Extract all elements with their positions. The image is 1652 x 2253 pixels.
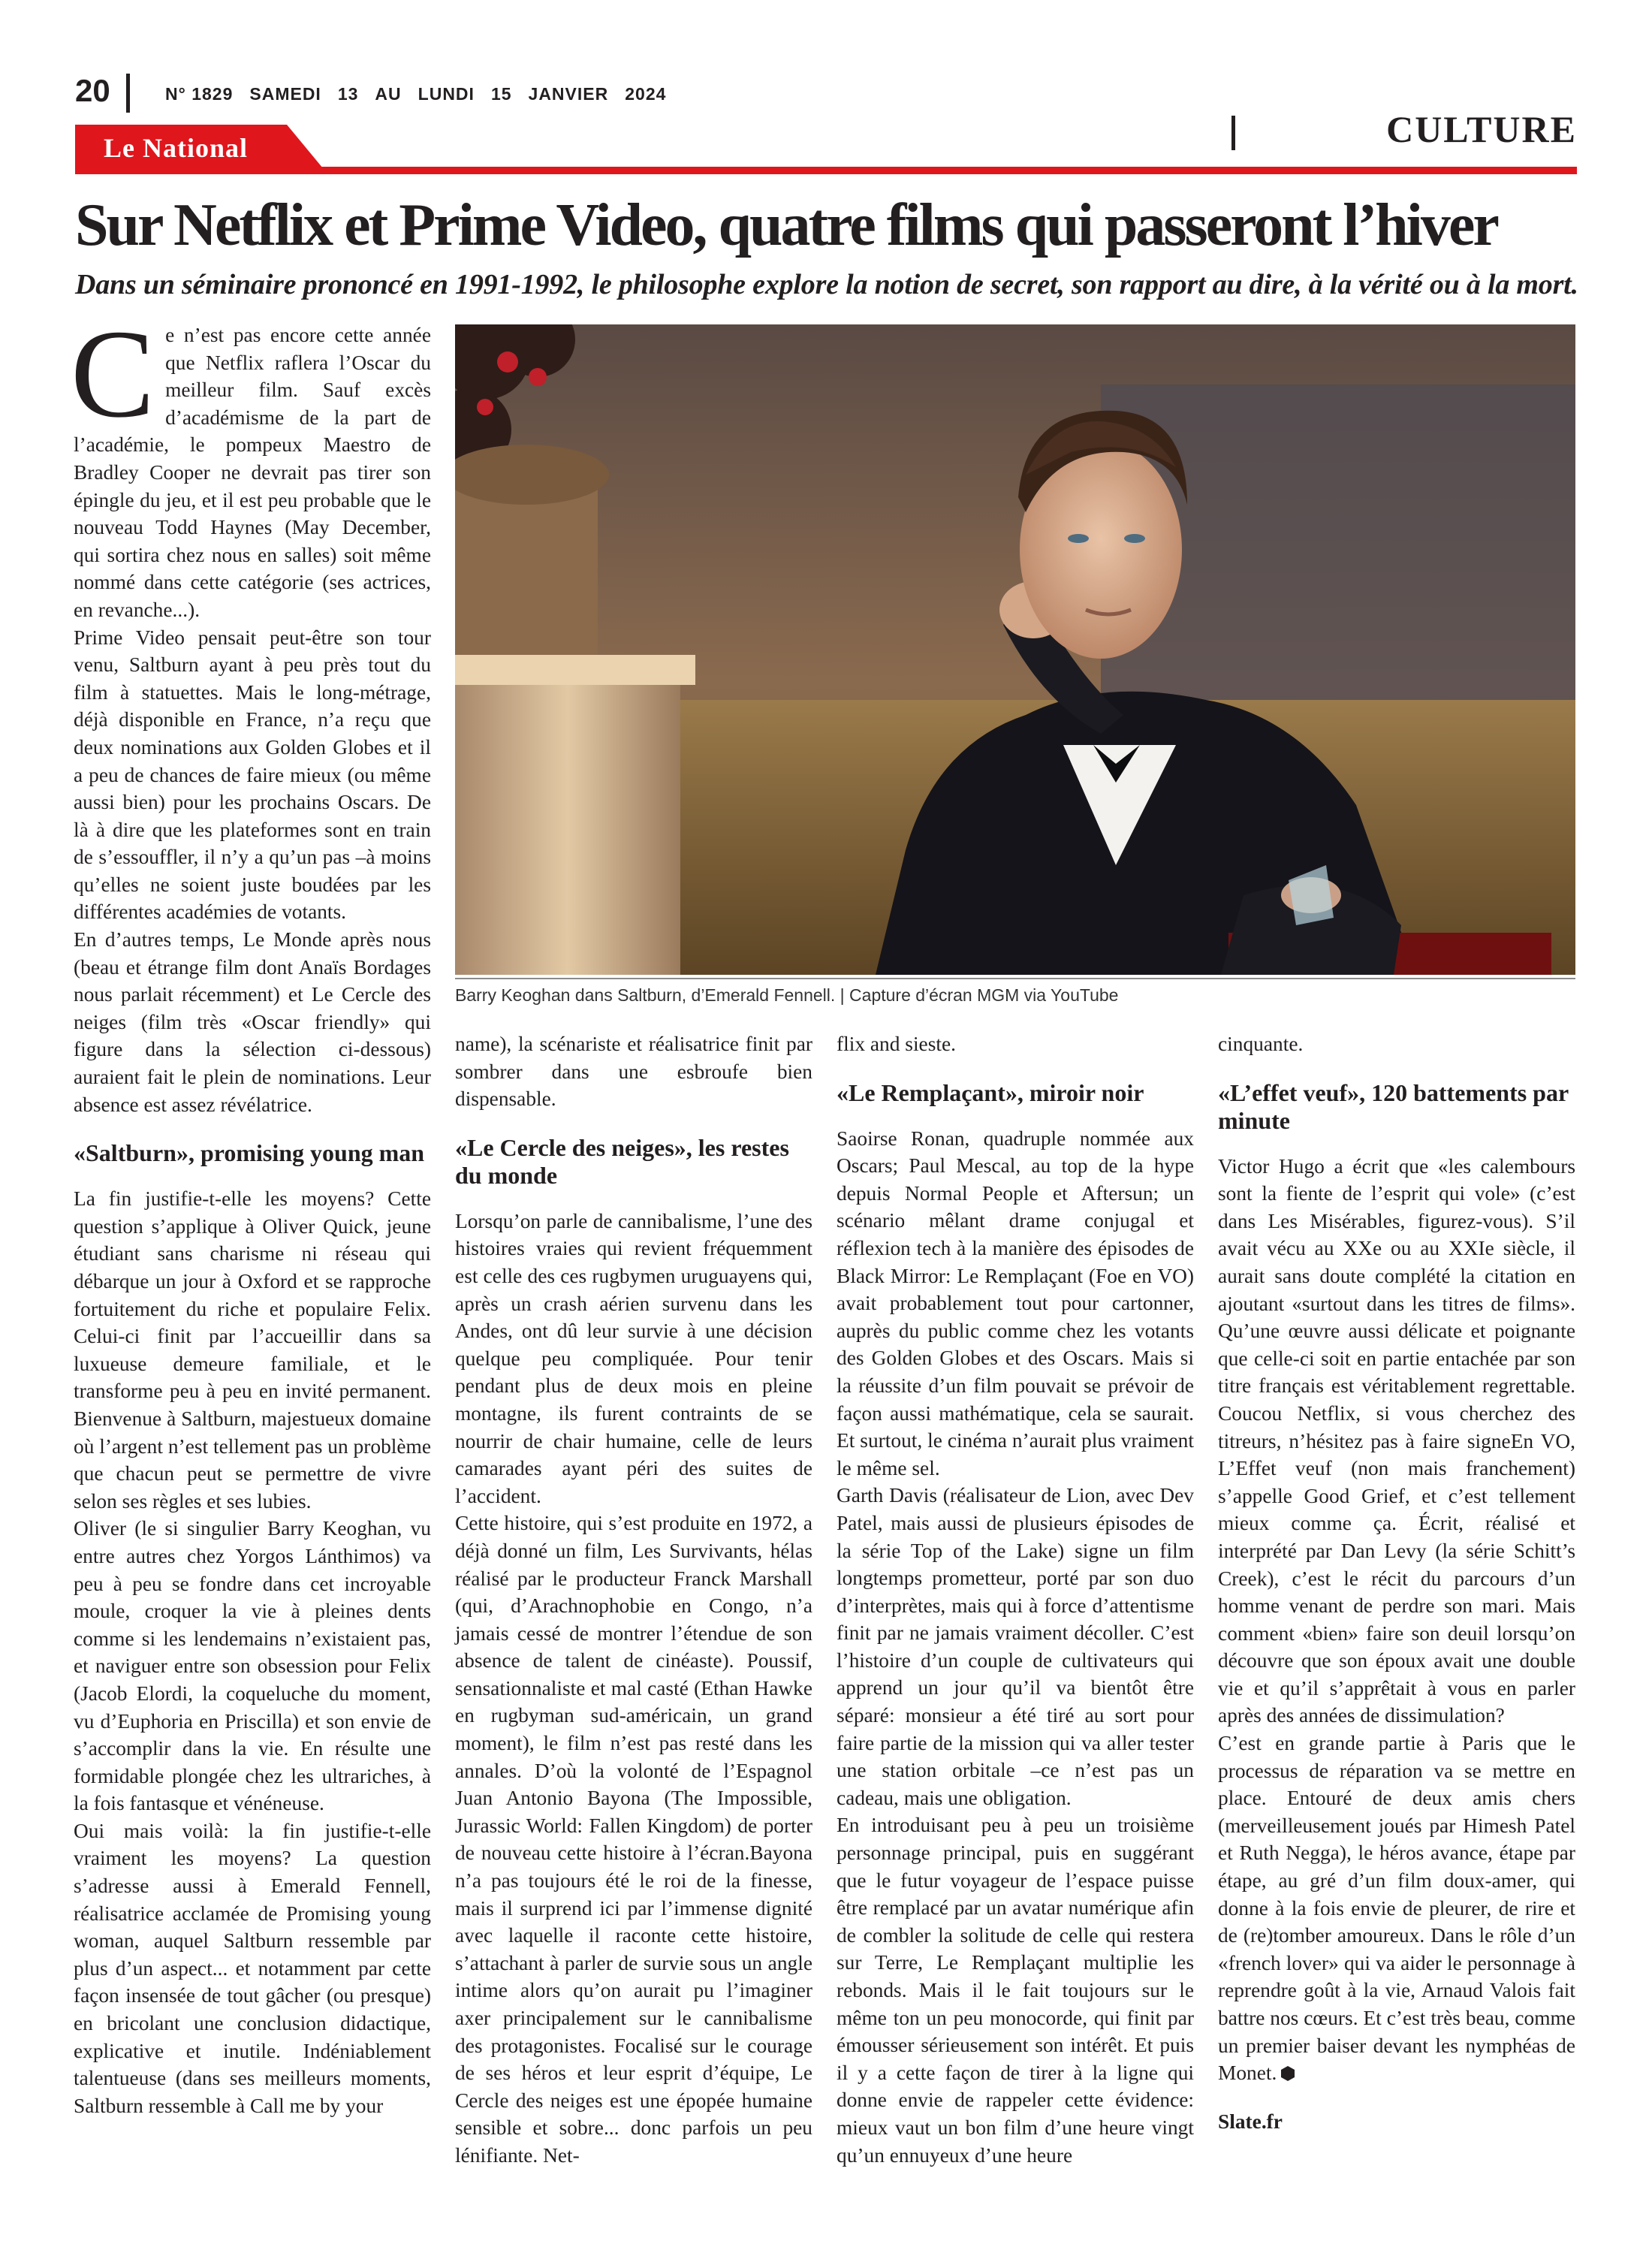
page-number: 20: [75, 73, 110, 108]
date-word: 13: [337, 84, 359, 104]
photo-caption: Barry Keoghan dans Saltburn, d’Emerald Fennell. | Capture d’écran MGM via YouTube: [455, 985, 1119, 1005]
article-column-1: [71, 304, 431, 2119]
issue-number: N° 1829: [165, 84, 234, 104]
spacer: [74, 1118, 431, 1139]
paragraph-text: e n’est pas encore cette année que Netflix raflera l’Oscar du meilleur film. Sauf excès d’académisme de la part de l’académie, le pompeux Maestro de Bradley Cooper ne devrait pas tirer son épingle du jeu, et il est peu probable que le nouveau Todd Haynes (May December, qui sortira chez nous en salles) soit même nommé dans cette catégorie (ses actrices, en revanche...).: [74, 324, 431, 621]
header-divider: [126, 74, 130, 113]
paragraph: En introduisant peu à peu un troisième personnage principal, puis en suggérant que le futur voyageur de l’espace puisse être remplacé par un avatar numérique afin de combler la solitude de celle qui restera sur Terre, Le Remplaçant multiplie les rebonds. Mais il le fait toujours sur le même ton un peu monocorde, qui finit par émousser sérieusement son intérêt. Et puis il y a cette façon de tirer à la ligne qui donne envie de rappeler cette évidence: mieux vaut un bon film d’une heure vingt qu’un ennuyeux d’une heure: [837, 1814, 1194, 2167]
spacer: [837, 1058, 1194, 1079]
section-divider: [1231, 116, 1235, 150]
paragraph: Cette histoire, qui s’est produite en 1972, a déjà donné un film, Les Survivants, hélas réalisé par le producteur Franck Marshall (qui, d’Arachnophobie en Congo, n’a jamais cessé de montrer l’étendue de son absence de talent de cinéaste). Poussif, sensationnaliste et mal casté (Ethan Hawke en rugbyman sud-américain, un grand moment), le film n’est pas resté dans les annales. D’où la volonté de l’Espagnol Juan Antonio Bayona (The Impossible, Jurassic World: Fallen Kingdom) de porter de nouveau cette histoire à l’écran.Bayona n’a pas toujours été le roi de la finesse, mais il surprend ici par l’immense dignité avec laquelle il raconte cette histoire, s’attachant à parler de survie sous un angle intime alors qu’on aurait pu l’imaginer axer principalement sur le cannibalisme des protagonistes. Focalisé sur le courage de ses héros et leur esprit d’équipe, Le Cercle des neiges est une épopée humaine sensible et sobre... donc parfois un peu lénifiante. Net-: [455, 1512, 812, 2167]
header-rule: [75, 167, 1577, 174]
spacer: [837, 1107, 1194, 1125]
issue-and-date: [165, 83, 683, 105]
photo-rule: [455, 978, 1575, 979]
paragraph: La fin justifie-t-elle les moyens? Cette question s’applique à Oliver Quick, jeune étudiant sans charisme ni réseau qui débarque un jour à Oxford et se rapproche fortuitement du riche et populaire Felix. Celui-ci finit par l’accueillir dans sa luxueuse demeure familiale, et le transforme peu à peu en invité permanent. Bienvenue à Saltburn, majestueux domaine où l’argent n’est tellement pas un problème que chacun peut se permettre de vivre selon ses règles et ses lubies.: [74, 1187, 431, 1513]
dropcap: C: [71, 304, 155, 444]
paragraph: Oliver (le si singulier Barry Keoghan, vu entre autres chez Yorgos Lánthimos) va peu à peu se fondre dans cet incroyable moule, croquer la vie à pleines dents comme si les lendemains n’existaient pas, et naviguer entre son obsession pour Felix (Jacob Elordi, la coqueluche du moment, vu d’Euphoria en Priscilla) et son envie de s’accomplir dans la vie. En résulte une formidable plongée chez les ultrariches, à la fois fantasque et vénéneuse.: [74, 1517, 431, 1815]
paragraph: Victor Hugo a écrit que «les calembours sont la fiente de l’esprit qui vole» (c’est dans Les Misérables, figurez-vous). S’il avait vécu au XXe ou au XXIe siècle, il aurait sans doute complété la citation en ajoutant «surtout dans les titres de films». Qu’une œuvre aussi délicate et poignante que celle-ci soit en partie entachée par son titre français est véritablement regrettable. Coucou Netflix, si vous cherchez des titreurs, n’hésitez pas à faire signeEn VO, L’Effet veuf (non mais franchement) s’appelle Good Grief, et c’est tellement mieux comme ça. Écrit, réalisé et interprété par Dan Levy (la série Schitt’s Creek), c’est le récit du parcours d’un homme venant de perdre son mari. Mais comment «bien» faire son deuil lorsqu’on découvre que son époux avait une double vie et qu’il s’apprêtait à vous en parler après des années de dissimulation?: [1218, 1154, 1575, 1727]
paragraph: Prime Video pensait peut-être son tour venu, Saltburn ayant à peu près tout du film à statuettes. Mais le long-métrage, déjà disponible en France, n’a reçu que deux nominations aux Golden Globes et il a peu de chances de faire mieux (ou même aussi bien) pour les prochains Oscars. De là à dire que les plateformes sont en train de s’essouffler, il n’y a qu’un pas –à moins qu’elles ne soient juste boudées par les différentes académies de votants.: [74, 626, 431, 924]
article-photo: [455, 324, 1575, 975]
subheading: «L’effet veuf», 120 battements par minute: [1218, 1078, 1569, 1134]
subheading: «Le Remplaçant», miroir noir: [837, 1078, 1144, 1106]
brand-name: Le National: [104, 133, 249, 163]
paragraph: Oui mais voilà: la fin justifie-t-elle vraiment les moyens? La question s’adresse aussi à Emerald Fennell, réalisatrice acclamée de Promising young woman, auquel Saltburn ressemble par plus d’un aspect... et notamment par cette façon insensée de tout gâcher (ou presque) en bricolant une conclusion didactique, explicative et inutile. Indéniablement talentueuse (dans ses meilleurs moments, Saltburn ressemble à Call me by your: [74, 1819, 431, 2117]
photo-illustration: [455, 324, 1575, 975]
article-column-3: [837, 1030, 1194, 2169]
date-word: AU: [375, 84, 402, 104]
section-name: CULTURE: [1386, 108, 1577, 150]
date-word: 15: [490, 84, 512, 104]
paragraph: Garth Davis (réalisateur de Lion, avec Dev Patel, mais aussi de plusieurs épisodes de la série Top of the Lake) signe un film longtemps prometteur, porté par son duo d’interprètes, mais qui à force d’attentisme finit par ne jamais vraiment décoller. C’est l’histoire d’un couple de cultivateurs qui apprend un jour qu’il va bientôt être séparé: monsieur a été tiré au sort pour faire partie de la mission qui va aller tester une station orbitale –ce n’est pas un cadeau, mais une obligation.: [837, 1484, 1194, 1809]
spacer: [74, 1167, 431, 1185]
headline: Sur Netflix et Prime Video, quatre films qui passeront l’hiver: [75, 192, 1497, 258]
paragraph: cinquante.: [1218, 1033, 1304, 1055]
spacer: [1218, 1058, 1575, 1079]
spacer: [1218, 2087, 1575, 2108]
article-source: Slate.fr: [1218, 2110, 1283, 2133]
spacer: [455, 1190, 812, 1208]
subheading: «Le Cercle des neiges», les restes du monde: [455, 1133, 789, 1189]
date-word: LUNDI: [418, 84, 475, 104]
article-column-4: [1218, 1030, 1575, 2135]
paragraph: En d’autres temps, Le Monde après nous (beau et étrange film dont Anaïs Bordages nous parlait récemment) et Le Cercle des neiges (film très «Oscar friendly» qui figure dans la sélection ci-dessous) auraient fait le plein de nominations. Leur absence est assez révélatrice.: [74, 928, 431, 1116]
paragraph: [1218, 1730, 1575, 2087]
paragraph: Lorsqu’on parle de cannibalisme, l’une des histoires vraies qui revient fréquemment est celle des ces rugbymen uruguayens qui, après un crash aérien survenu dans les Andes, ont dû leur survie à une décision quelque peu compliquée. Pour tenir pendant plus de deux mois en pleine montagne, ils furent contraints de se nourrir de chair humaine, celle de leurs camarades ayant péri des suites de l’accident.: [455, 1209, 812, 1507]
paragraph-text: C’est en grande partie à Paris que le processus de réparation va se mettre en place. Entouré de deux amis chers (merveilleusement joués par Himesh Patel et Ruth Negga), le héros avance, étape par étape, au gré d’un film doux-amer, qui donne à la fois envie de pleurer, de rire et de (re)tomber amoureux. Dans le rôle d’un «french lover» qui va aider le personnage à reprendre goût à la vie, Arnaud Valois fait battre nos cœurs. Et c’est très beau, comme un premier baiser devant les nymphéas de Monet.: [1218, 1732, 1575, 2085]
article-column-2: [455, 1030, 812, 2170]
spacer: [1218, 1135, 1575, 1153]
paragraph: flix and sieste.: [837, 1033, 956, 1055]
subheading: «Saltburn», promising young man: [74, 1139, 425, 1167]
paragraph: Saoirse Ronan, quadruple nommée aux Oscars; Paul Mescal, au top de la hype depuis Normal People et Aftersun; un scénario mêlant drame conjugal et réflexion tech à la manière des épisodes de Black Mirror: Le Remplaçant (Foe en VO) avait probablement tout pour cartonner, auprès du public comme chez les votants des Golden Globes et des Oscars. Mais si la réussite d’un film pouvait se prévoir de façon aussi mathématique, cela se saurait. Et surtout, le cinéma n’aurait plus vraiment le même sel.: [837, 1126, 1194, 1479]
brand-tab: [75, 125, 323, 168]
deck: Dans un séminaire prononcé en 1991-1992, le philosophe explore la notion de secret, son rapport au dire, à la vérité ou à la mort.: [75, 269, 1578, 300]
paragraph: name), la scénariste et réalisatrice finit par sombrer dans une esbroufe bien dispensable.: [455, 1033, 812, 1111]
end-of-article-icon: [1280, 2065, 1296, 2082]
date-word: 2024: [625, 84, 667, 104]
paragraph: [71, 304, 431, 624]
date-word: JANVIER: [528, 84, 609, 104]
date-word: SAMEDI: [249, 84, 321, 104]
spacer: [455, 1113, 812, 1134]
